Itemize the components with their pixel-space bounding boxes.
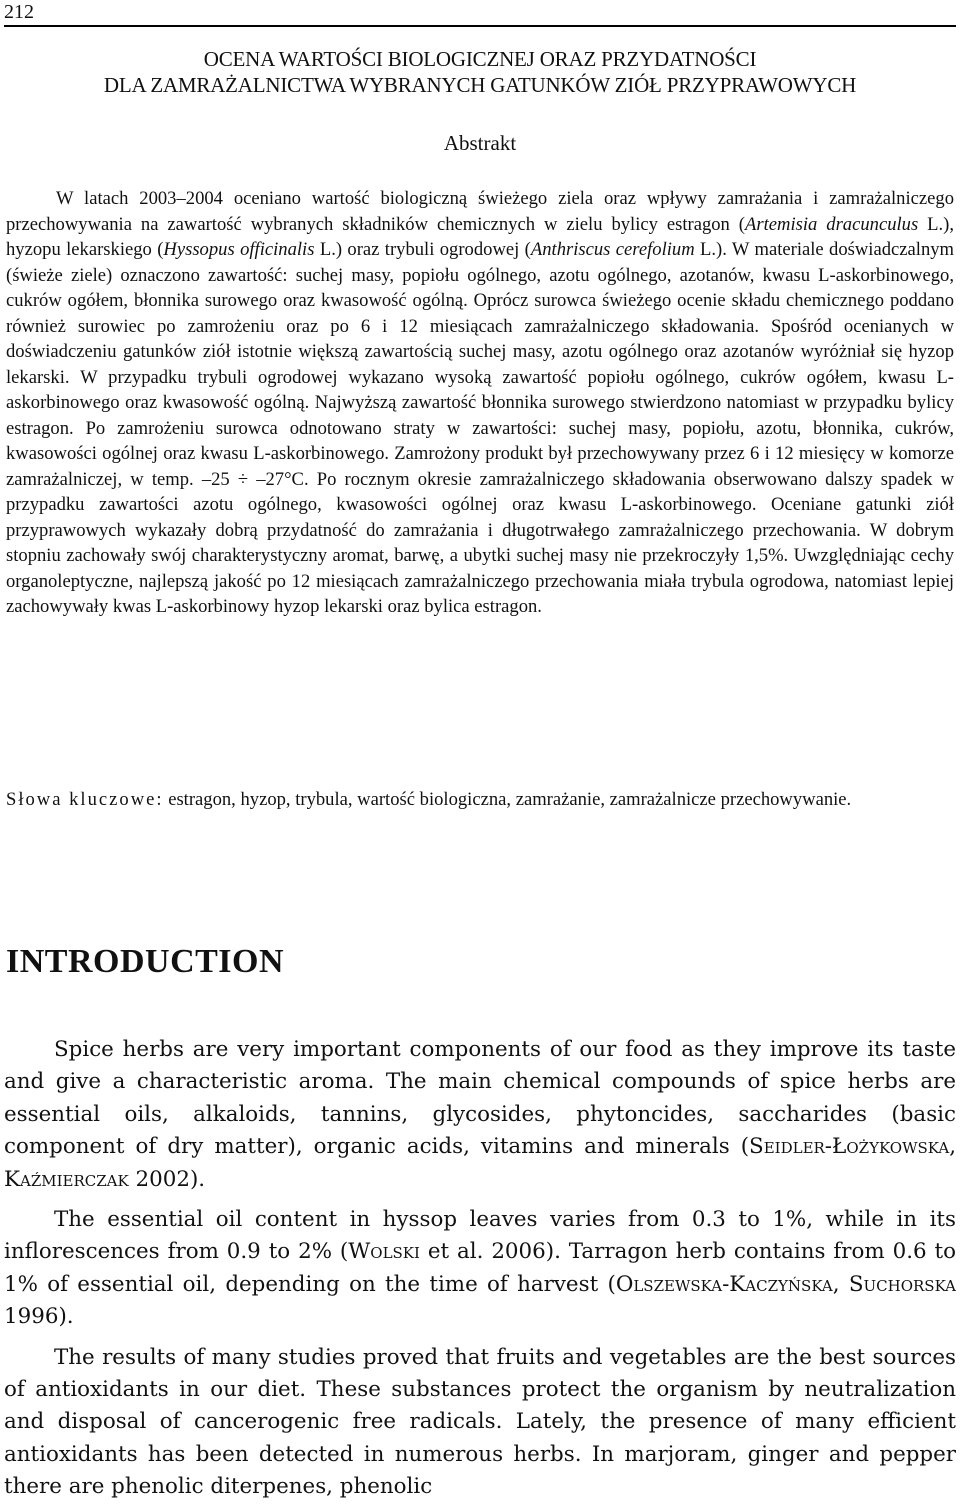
intro-text: 2002). [128,1166,206,1192]
title-line-2: DLA ZAMRAŻALNICTWA WYBRANYCH GATUNKÓW ZIÓŁ PRZYPRAWOWYCH [103,73,857,97]
abstract-text: W latach 2003–2004 oceniano wartość biologiczną świeżego ziela oraz wpływy zamrażania i zamrażalniczego przechowywania na zawartość wybranych składników chemicznych w zielu bylicy estragon ( [6,188,954,235]
citation-authors: Seidler-Łożykowska, Kaźmierczak [4,1134,956,1192]
paper-title [0,46,960,98]
keywords-text: estragon, hyzop, trybula, wartość biologiczna, zamrażanie, zamrażalnicze przechowywanie. [163,789,852,810]
intro-paragraph: The results of many studies proved that fruits and vegetables are the best sources of antioxidants in our diet. These substances protect the organism by neutralization and disposal of cancerogenic free radicals. Lately, the presence of many efficient antioxidants has been detected in numerous herbs. In marjoram, ginger and pepper there are phenolic diterpenes, phenolic [4,1344,956,1500]
header-rule [4,25,956,27]
citation-authors: Wolski [348,1239,420,1265]
abstract-body [6,186,954,620]
abstract-text: L.), hyzopu lekarskiego ( [6,213,955,260]
citation-authors: Olszewska-Kaczyńska, Suchorska [615,1271,956,1297]
intro-text: The essential oil content in hyssop leaves varies from 0.3 to 1%, while in its inflorescences from 0.9 to 2% ( [4,1207,956,1265]
abstract-text: L.) oraz trybuli ogrodowej ( [314,239,531,260]
species-name: Anthriscus cerefolium [530,239,695,260]
intro-text: Spice herbs are very important components of our food as they improve its taste and give a characteristic aroma. The main chemical compounds of spice herbs are essential oils, alkaloids, tannins, glycosides, phytoncides, saccharides (basic component of dry matter), organic acids, vitamins and minerals ( [4,1037,956,1160]
abstract-text: L.). W materiale doświadczalnym (świeże ziele) oznaczono zawartość: suchej masy, popiołu ogólnego, azotu ogólnego, azotanów, kwasu L-askorbinowego, cukrów ogółem, błonnika surowego oraz kwasowość ogólną. Oprócz surowca świeżego ocenie składu chemicznego poddano również surowiec po zamrożeniu oraz po 6 i 12 miesiącach zamrażalniczego składowania. Spośród ocenianych w doświadczeniu gatunków ziół istotnie większą zawartością suchej masy, azotu ogólnego oraz azotanów wyróżniał się hyzop lekarski. W przypadku trybuli ogrodowej wykazano wysoką zawartość popiołu ogólnego, cukrów ogółem, kwasu L-askorbinowego oraz kwasowość ogólną. Najwyższą zawartość błonnika surowego stwierdzono natomiast w przypadku bylicy estragon. Po zamrożeniu surowca odnotowano straty w zawartości: suchej masy, popiołu, azotu, błonnika, cukrów, kwasowości ogólnej oraz kwasu L-askorbinowego. Zamrożony produkt był przechowywany przez 6 i 12 miesięcy w komorze zamrażalniczej, w temp. –25 ÷ –27°C. Po rocznym okresie zamrażalniczego składowania obserwowano dalszy spadek w przypadku zawartości azotu ogólnego, kwasowości ogólnej oraz kwasu L-askorbinowego. Oceniane gatunki ziół przyprawowych wykazały dobrą przydatność do zamrażania i długotrwałego zamrażalniczego przechowania. W dobrym stopniu zachowały swój charakterystyczny aromat, barwę, a ubytki suchej masy nie przekroczyły 1,5%. Uwzględniając cechy organoleptyczne, najlepszą jakość po 12 miesiącach zamrażalniczego przechowania miała trybula ogrodowa, natomiast lepiej zachowywały kwas L-askorbinowy hyzop lekarski oraz bylica estragon. [6,239,955,617]
abstract-heading: Abstrakt [443,131,517,155]
species-name: Hyssopus officinalis [163,239,315,260]
intro-paragraph [4,1204,956,1334]
introduction-body [4,1034,956,1512]
intro-paragraph [4,1034,956,1196]
intro-text: et al. 2006). Tarragon herb contains from 0.6 to 1% of essential oil, depending on the time of harvest ( [4,1239,956,1297]
title-line-1: OCENA WARTOŚCI BIOLOGICZNEJ ORAZ PRZYDATNOŚCI [203,47,757,71]
page-number: 212 [4,1,34,23]
section-heading: INTRODUCTION [6,943,285,980]
intro-text: 1996). [4,1304,74,1330]
keywords-label: Słowa kluczowe: [6,789,164,810]
keywords [6,787,954,813]
species-name: Artemisia dracunculus [745,213,919,235]
